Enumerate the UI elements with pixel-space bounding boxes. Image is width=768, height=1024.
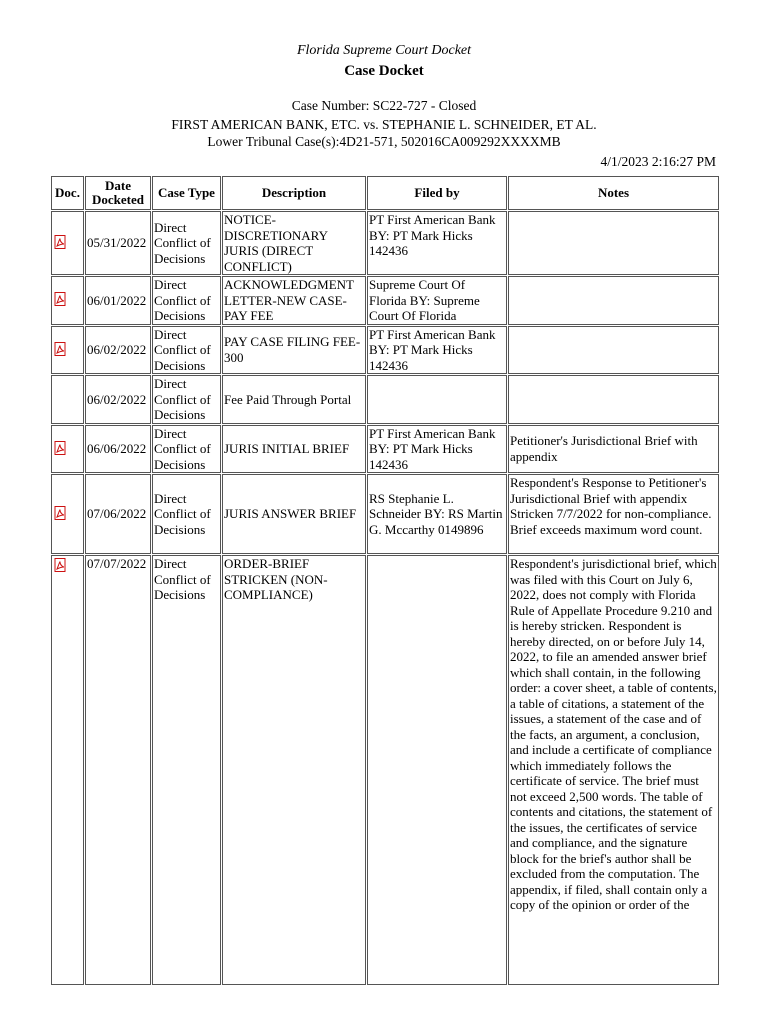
pdf-icon[interactable] — [54, 441, 67, 456]
doc-cell[interactable] — [51, 425, 84, 474]
doc-cell[interactable] — [51, 555, 84, 985]
table-row — [51, 211, 719, 275]
doc-cell[interactable] — [51, 211, 84, 275]
filed-by: PT First American Bank BY: PT Mark Hicks 142436 — [367, 326, 507, 375]
case-type: Direct Conflict of Decisions — [152, 276, 221, 325]
pdf-icon[interactable] — [54, 342, 67, 357]
case-type: Direct Conflict of Decisions — [152, 326, 221, 375]
date-docketed: 05/31/2022 — [85, 211, 151, 275]
case-type: Direct Conflict of Decisions — [152, 555, 221, 985]
date-docketed: 06/02/2022 — [85, 326, 151, 375]
date-docketed: 06/06/2022 — [85, 425, 151, 474]
pdf-icon[interactable] — [54, 506, 67, 521]
notes — [508, 375, 719, 424]
case-type: Direct Conflict of Decisions — [152, 375, 221, 424]
description: NOTICE-DISCRETIONARY JURIS (DIRECT CONFLICT) — [222, 211, 366, 275]
column-header-case-type: Case Type — [152, 176, 221, 210]
pdf-icon[interactable] — [54, 292, 67, 307]
description: ORDER-BRIEF STRICKEN (NON-COMPLIANCE) — [222, 555, 366, 985]
description: JURIS ANSWER BRIEF — [222, 474, 366, 554]
report-timestamp: 4/1/2023 2:16:27 PM — [600, 154, 716, 169]
column-header-date-docketed: Date Docketed — [85, 176, 151, 210]
notes — [508, 326, 719, 375]
date-docketed: 07/07/2022 — [85, 555, 151, 985]
notes: Petitioner's Jurisdictional Brief with appendix — [508, 425, 719, 474]
date-docketed: 07/06/2022 — [85, 474, 151, 554]
pdf-icon[interactable] — [54, 558, 67, 573]
description: Fee Paid Through Portal — [222, 375, 366, 424]
table-row — [51, 326, 719, 375]
filed-by — [367, 555, 507, 985]
notes — [508, 276, 719, 325]
case-number: Case Number: SC22-727 - Closed — [291, 98, 477, 113]
table-row — [51, 375, 719, 424]
column-header-filed-by: Filed by — [367, 176, 507, 210]
court-name: Florida Supreme Court Docket — [296, 43, 472, 58]
case-parties: FIRST AMERICAN BANK, ETC. vs. STEPHANIE L. SCHNEIDER, ET AL. — [171, 117, 597, 132]
table-row — [51, 425, 719, 474]
filed-by: PT First American Bank BY: PT Mark Hicks 142436 — [367, 211, 507, 275]
case-type: Direct Conflict of Decisions — [152, 474, 221, 554]
case-type: Direct Conflict of Decisions — [152, 425, 221, 474]
doc-cell[interactable] — [51, 326, 84, 375]
doc-cell[interactable] — [51, 474, 84, 554]
docket-table — [50, 175, 720, 986]
date-docketed: 06/02/2022 — [85, 375, 151, 424]
column-header-description: Description — [222, 176, 366, 210]
doc-cell — [51, 375, 84, 424]
date-docketed: 06/01/2022 — [85, 276, 151, 325]
filed-by: RS Stephanie L. Schneider BY: RS Martin G. Mccarthy 0149896 — [367, 474, 507, 554]
table-row — [51, 474, 719, 554]
doc-cell[interactable] — [51, 276, 84, 325]
table-row — [51, 276, 719, 325]
notes: Respondent's Response to Petitioner's Jurisdictional Brief with appendix Stricken 7/7/2022 for non-compliance. Brief exceeds maximum word count. — [508, 474, 719, 554]
description: ACKNOWLEDGMENT LETTER-NEW CASE-PAY FEE — [222, 276, 366, 325]
pdf-icon[interactable] — [54, 235, 67, 250]
column-header-notes: Notes — [508, 176, 719, 210]
description: JURIS INITIAL BRIEF — [222, 425, 366, 474]
filed-by: Supreme Court Of Florida BY: Supreme Court Of Florida — [367, 276, 507, 325]
notes — [508, 211, 719, 275]
page-title: Case Docket — [344, 63, 424, 79]
lower-tribunal-cases: Lower Tribunal Case(s):4D21-571, 502016CA009292XXXXMB — [207, 134, 561, 149]
table-header-row — [51, 176, 719, 210]
description: PAY CASE FILING FEE-300 — [222, 326, 366, 375]
filed-by — [367, 375, 507, 424]
filed-by: PT First American Bank BY: PT Mark Hicks 142436 — [367, 425, 507, 474]
notes: Respondent's jurisdictional brief, which was filed with this Court on July 6, 2022, does not comply with Florida Rule of Appellate Procedure 9.210 and is hereby stricken. Respondent is hereby directed, on or before July 14, 2022, to file an amended answer brief which shall contain, in the following order: a cover sheet, a table of contents, a table of citations, a statement of the issues, a statement of the case and of the facts, an argument, a conclusion, and include a certificate of compliance which immediately follows the certificate of service. The brief must not exceed 2,500 words. The table of contents and citations, the statement of the issues, the certificates of service and compliance, and the signature block for the brief's author shall be excluded from the computation. The appendix, if filed, shall contain only a copy of the opinion or order of the — [508, 555, 719, 985]
table-row — [51, 555, 719, 985]
column-header-doc: Doc. — [51, 176, 84, 210]
case-type: Direct Conflict of Decisions — [152, 211, 221, 275]
